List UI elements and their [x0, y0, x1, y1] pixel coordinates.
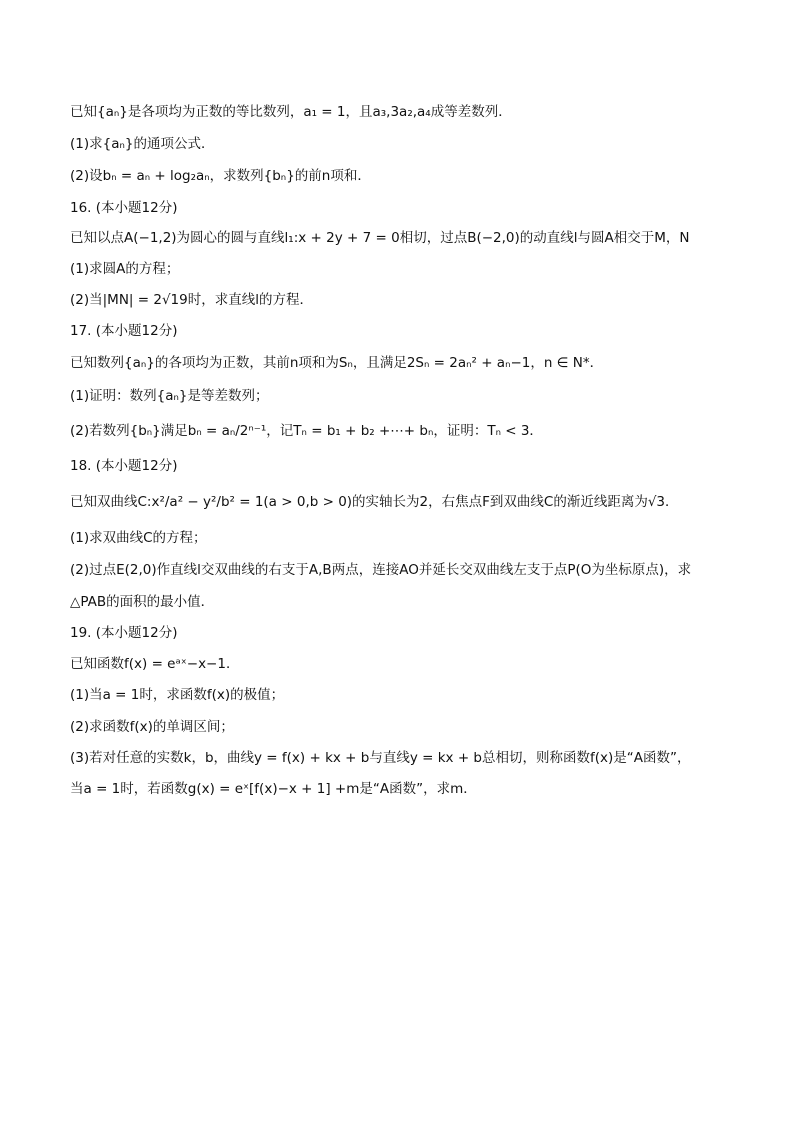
- q17-part1: (1)证明：数列{aₙ}是等差数列；: [70, 388, 269, 404]
- q16-header: 16. (本小题12分): [70, 200, 178, 216]
- q18-part2a: (2)过点E(2,0)作直线l交双曲线的右支于A,B两点，连接AO并延长交双曲线左支于点P(O为坐标原点)，求: [70, 562, 692, 578]
- q17-stem: 已知数列{aₙ}的各项均为正数，其前n项和为Sₙ，且满足2Sₙ = 2aₙ² + aₙ−1，n ∈ N*．: [70, 355, 604, 371]
- q16-stem: 已知以点A(−1,2)为圆心的圆与直线l₁:x + 2y + 7 = 0相切，过点B(−2,0)的动直线l与圆A相交于M，N: [70, 230, 690, 246]
- q19-part2: (2)求函数f(x)的单调区间；: [70, 719, 234, 735]
- q19-part3a: (3)若对任意的实数k，b，曲线y = f(x) + kx + b与直线y = kx + b总相切，则称函数f(x)是“A函数”，: [70, 750, 691, 766]
- q16-part2: (2)当|MN| = 2√19时，求直线l的方程．: [70, 292, 313, 308]
- q18-stem: 已知双曲线C:x²/a² − y²/b² = 1(a > 0,b > 0)的实轴长为2，右焦点F到双曲线C的渐近线距离为√3．: [70, 494, 679, 510]
- q15-stem: 已知{aₙ}是各项均为正数的等比数列，a₁ = 1，且a₃,3a₂,a₄成等差数列．: [70, 104, 512, 120]
- q16-part1: (1)求圆A的方程；: [70, 261, 180, 277]
- q15-part1: (1)求{aₙ}的通项公式．: [70, 136, 215, 152]
- q19-header: 19. (本小题12分): [70, 625, 178, 641]
- q18-part2b: △PAB的面积的最小值．: [70, 594, 215, 610]
- q18-header: 18. (本小题12分): [70, 458, 178, 474]
- q17-header: 17. (本小题12分): [70, 323, 178, 339]
- q15-part2: (2)设bₙ = aₙ + log₂aₙ，求数列{bₙ}的前n项和．: [70, 168, 371, 184]
- q18-part1: (1)求双曲线C的方程；: [70, 530, 207, 546]
- q19-part1: (1)当a = 1时，求函数f(x)的极值；: [70, 687, 285, 703]
- q19-part3b: 当a = 1时，若函数g(x) = eˣ[f(x)−x + 1] +m是“A函数”，求m．: [70, 781, 477, 797]
- q19-stem: 已知函数f(x) = eᵃˣ−x−1．: [70, 656, 240, 672]
- q17-part2: (2)若数列{bₙ}满足bₙ = aₙ/2ⁿ⁻¹，记Tₙ = b₁ + b₂ +⋯+ bₙ，证明：Tₙ < 3．: [70, 423, 543, 439]
